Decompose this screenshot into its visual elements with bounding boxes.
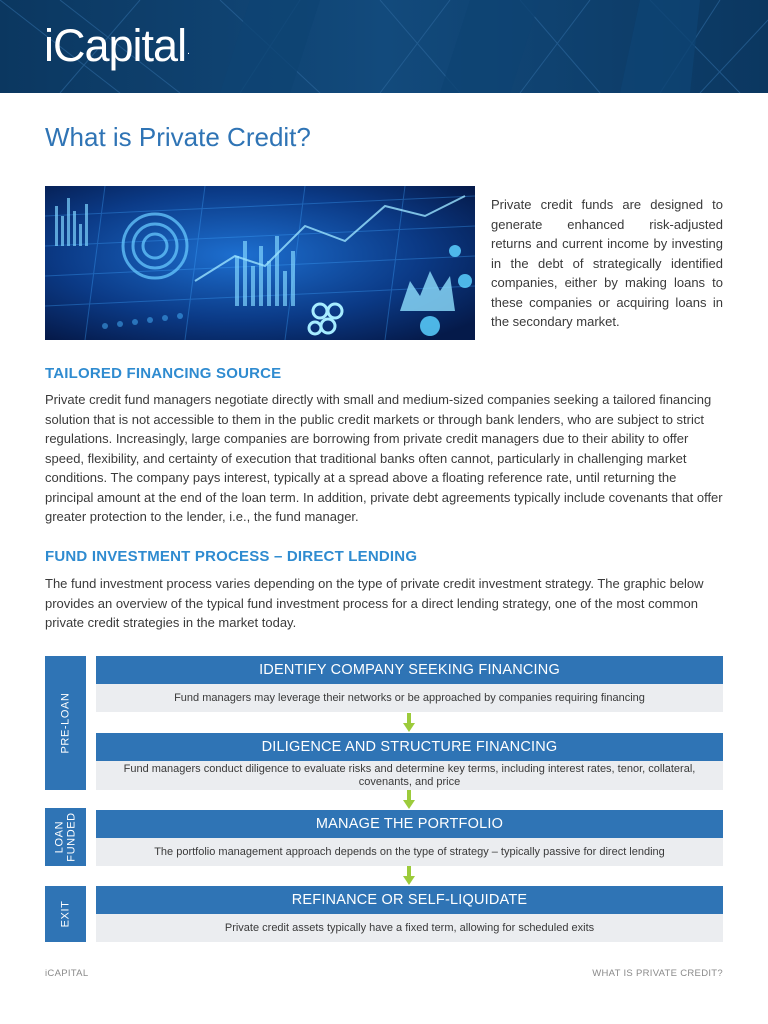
step-description: The portfolio management approach depends on the type of strategy – typically passive for direct lending (96, 838, 723, 866)
logo-mark: . (187, 46, 189, 57)
step-description: Fund managers may leverage their networks or be approached by companies requiring financing (96, 684, 723, 712)
tailored-financing-paragraph: Private credit fund managers negotiate directly with small and medium-sized companies seeking a tailored financing solution that is not accessible to them in the public credit markets or through bank lenders, who are subject to strict regulations. Increasingly, large companies are borrowing from private credit managers due to their ability to offer speed, flexibility, and certainty of execution that traditional banks often cannot, particularly in challenging market conditions. The company pays interest, typically at a spread above a floating reference rate, until returning the principal amount at the end of the loan term. In addition, private debt agreements typically include covenants that offer greater protection to the lender, i.e., the fund manager. (45, 392, 723, 524)
phase-label: PRE-LOAN (59, 692, 72, 754)
icapital-logo (44, 20, 188, 72)
phase-label (54, 812, 78, 861)
footer-doc-title: WHAT IS PRIVATE CREDIT? (592, 968, 723, 979)
step-description: Private credit assets typically have a fixed term, allowing for scheduled exits (96, 914, 723, 942)
page-title: What is Private Credit? (45, 122, 311, 152)
phase-loan-funded (45, 808, 86, 866)
phase-exit (45, 886, 86, 942)
footer-brand: iCAPITAL (45, 968, 89, 979)
arrow-down-icon (403, 866, 415, 886)
phase-pre-loan (45, 656, 86, 790)
phase-label-line: LOAN (53, 820, 66, 854)
fund-investment-process-paragraph: The fund investment process varies depending on the type of private credit investment strategy. The graphic below provides an overview of the typical fund investment process for a direct lending strategy, one of the most common private credit strategies in the market today. (45, 576, 704, 630)
step-title: REFINANCE OR SELF-LIQUIDATE (96, 886, 723, 914)
intro-paragraph: Private credit funds are designed to generate enhanced risk-adjusted returns and current income by investing in the debt of strategically identified companies, either by making loans to these companies or acquiring loans in the secondary market. (491, 197, 723, 329)
step-title: DILIGENCE AND STRUCTURE FINANCING (96, 733, 723, 761)
step-title: MANAGE THE PORTFOLIO (96, 810, 723, 838)
phase-label-line: FUNDED (65, 812, 78, 862)
phase-label: EXIT (59, 900, 72, 928)
financial-data-chart-image (45, 186, 475, 340)
header-banner (0, 0, 768, 93)
logo-text: iCapital (44, 20, 187, 71)
arrow-down-icon (403, 790, 415, 810)
arrow-down-icon (403, 713, 415, 733)
section-heading-fund-investment-process: FUND INVESTMENT PROCESS – DIRECT LENDING (45, 548, 418, 565)
step-title: IDENTIFY COMPANY SEEKING FINANCING (96, 656, 723, 684)
step-description: Fund managers conduct diligence to evaluate risks and determine key terms, including interest rates, tenor, collateral, covenants, and price (96, 761, 723, 790)
section-heading-tailored-financing: TAILORED FINANCING SOURCE (45, 365, 282, 382)
